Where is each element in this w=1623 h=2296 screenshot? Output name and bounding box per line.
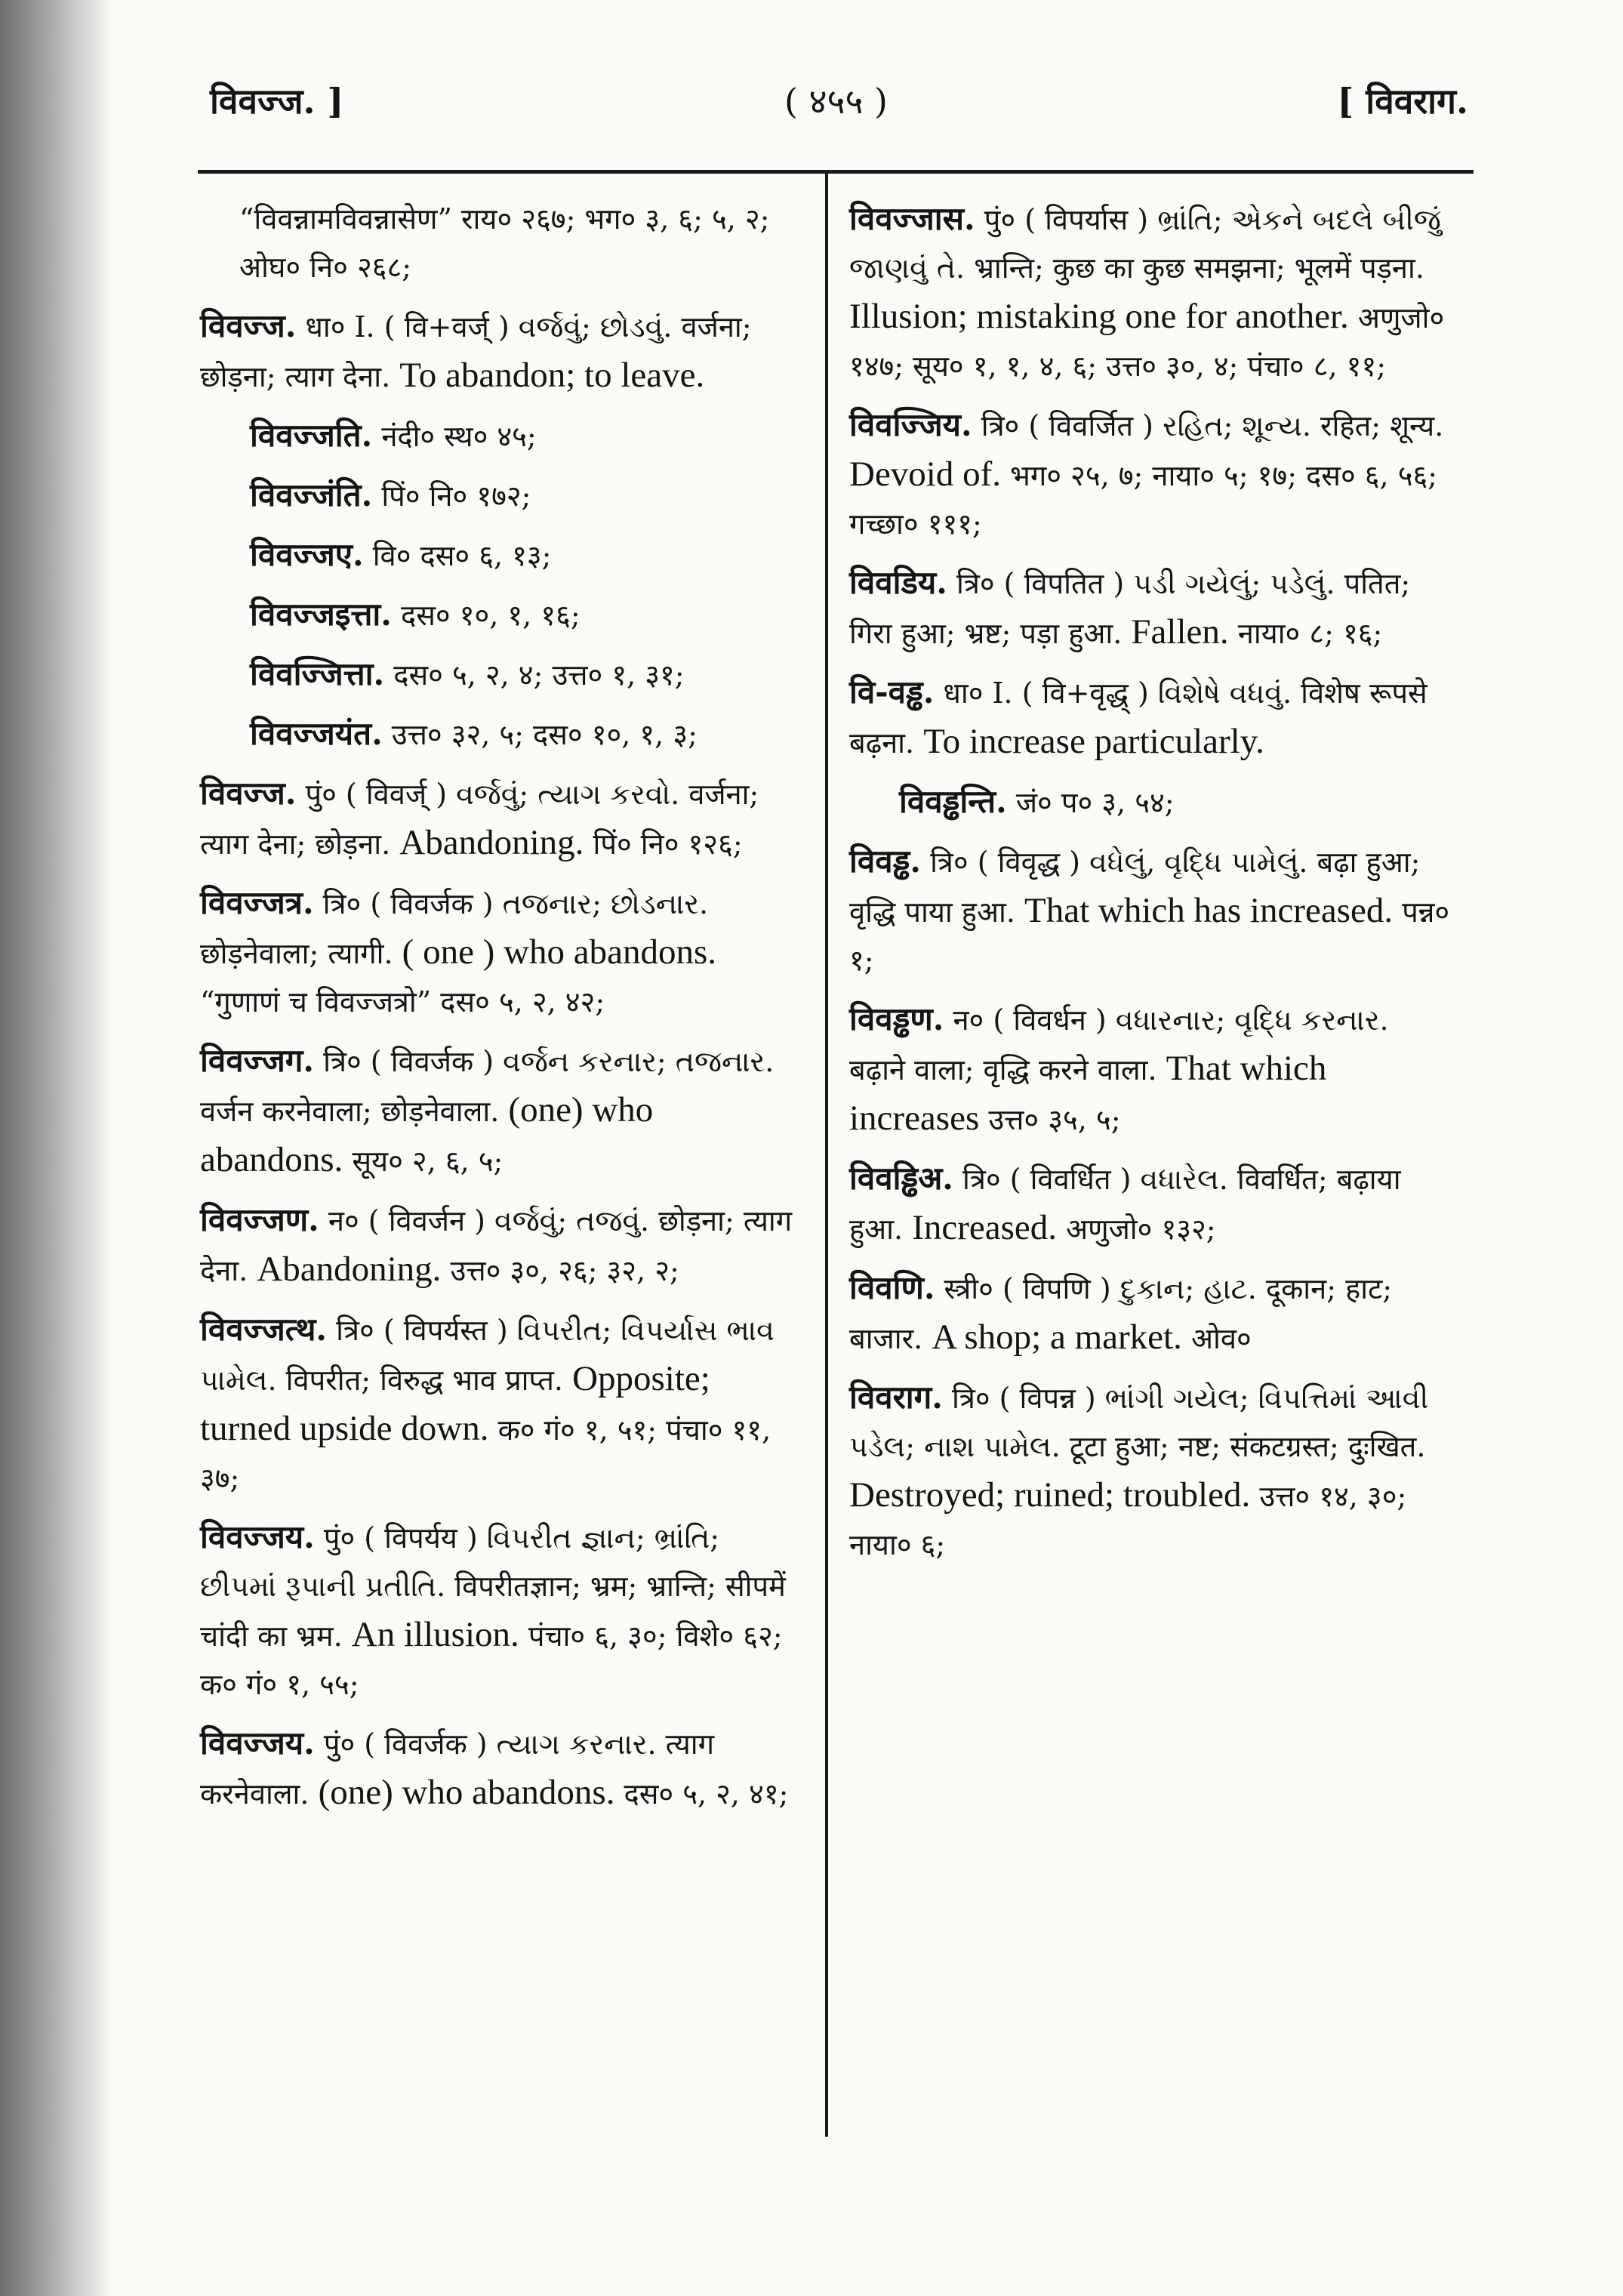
definition-text: त्रि० ( विपन्न ) ભાંગી ગયેલ; વિપત્તિમાં આવી પડેલ; નાશ પામેલ. टूटा हुआ; नष्ट; संकटग्रस्त; दुःखित.: [849, 1382, 1429, 1463]
headword: विवज्जास.: [849, 200, 975, 237]
definition-text: पुं० ( विपर्यास ) ભ્રાંતિ; એકને બદલે બીજું જાણવું તે. भ्रान्ति; कुछ का कुछ समझना; भूलमें पड़ना.: [849, 203, 1441, 285]
citation: पिं० नि० १२६;: [593, 827, 743, 861]
english-gloss: Abandoning.: [399, 823, 584, 862]
page-header: [204, 69, 1468, 145]
headword: विवज्जयंत.: [250, 715, 383, 752]
scan-shadow-edge: [0, 0, 113, 2296]
definition-text: नंदी० स्थ० ४५;: [381, 420, 537, 453]
definition-text: धा० I. ( वि+वर्ज् ) વર્જવું; છોડવું. वर्जना; छोड़ना; त्याग देना.: [200, 310, 752, 393]
definition-text: जं० प० ३, ५४;: [1015, 786, 1175, 819]
citation: “गुणाणं च विवज्जत्रो” दस० ५, २, ४२;: [200, 985, 605, 1019]
sub-entry: [200, 650, 804, 699]
left-column: [200, 195, 804, 1829]
definition-text: पुं० ( विपर्यय ) વિપરીત જ્ઞાન; ભ્રાંતિ; છીપમાં રૂપાની પ્રતીતિ. विपरीतज्ञान; भ्रम; भ्रान्ति; सीपमें चांदी का भ्रम.: [200, 1521, 786, 1653]
dictionary-entry: [849, 995, 1453, 1144]
definition-text: त्रि० ( विवर्धित ) વધારેલ. विवर्धित; बढ़ाया हुआ.: [849, 1163, 1401, 1246]
headword: विवज्ज.: [200, 775, 297, 812]
citation: नाया० ८; १६;: [1237, 617, 1383, 650]
page-number: ( ४५५ ): [784, 81, 888, 122]
definition-text: त्रि० ( विपतित ) પડી ગયેલું; પડેલું. पतित; गिरा हुआ; भ्रष्ट; पड़ा हुआ.: [849, 567, 1411, 650]
headword: विवज्जत्थ.: [200, 1311, 328, 1348]
citation: सूय० २, ६, ५;: [352, 1145, 504, 1178]
english-gloss: Increased.: [912, 1208, 1057, 1247]
definition-text: त्रि० ( विवर्जक ) તજનાર; છોડનાર. छोड़नेवाला; त्यागी.: [200, 887, 709, 970]
english-gloss: Opposite; turned upside down.: [200, 1359, 710, 1448]
header-first-headword: विवज्ज. ]: [210, 81, 344, 122]
english-gloss: Fallen.: [1131, 612, 1229, 652]
english-gloss: To increase particularly.: [923, 722, 1264, 761]
dictionary-entry: [200, 195, 804, 291]
definition-text: पुं० ( विवर्जक ) ત્યાગ કરનાર. त्याग करनेवाला.: [200, 1727, 714, 1811]
headword: विवज्जग.: [200, 1042, 315, 1079]
dictionary-entry: [200, 302, 804, 401]
definition-text: त्रि० ( विवर्जक ) વર્જન કરનાર; તજનાર. वर्जन करनेवाला; छोड़नेवाला.: [200, 1045, 775, 1128]
definition-text: न० ( विवर्जन ) વર્જવું; તજવું. छोड़ना; त्याग देना.: [200, 1204, 793, 1287]
citation: ओव०: [1190, 1322, 1252, 1355]
headword: वि-वड्ढ.: [849, 673, 935, 710]
sub-entry: [200, 590, 804, 639]
definition-text: “विवन्नामविवन्नासेण” राय० २६७; भग० ३, ६; ५, २; ओघ० नि० २६८;: [239, 202, 770, 284]
dictionary-entry: [849, 668, 1453, 767]
right-column: [849, 195, 1453, 1579]
headword: विवज्जित्ता.: [250, 655, 385, 692]
dictionary-entry: [200, 769, 804, 868]
dictionary-entry: [849, 1154, 1453, 1253]
citation: पंचा० ६, ३०; विशे० ६२; क० गं० १, ५५;: [200, 1620, 783, 1701]
dictionary-entry: [849, 837, 1453, 985]
english-gloss: To abandon; to leave.: [399, 356, 705, 395]
sub-entry: [200, 531, 804, 580]
headword: विवड्ढण.: [849, 1000, 944, 1037]
definition-text: पुं० ( विवर्ज् ) વર્જવું; ત્યાગ કરવો. वर्जना; त्याग देना; छोड़ना.: [200, 778, 759, 861]
citation: उत्त० १४, ३०; नाया० ६;: [849, 1480, 1407, 1561]
headword: विवड्ढिअ.: [849, 1160, 953, 1197]
definition-text: त्रि० ( विपर्यस्त ) વિપરીત; વિપર્યાસ ભાવ પામેલ. विपरीत; विरुद्ध भाव प्राप्त.: [200, 1314, 775, 1397]
headword: विवज्जए.: [250, 536, 364, 573]
headword: विवडिय.: [849, 564, 947, 601]
definition-text: त्रि० ( विवर्जित ) રહિત; શૂન્ય. रहित; शून्य.: [981, 409, 1444, 442]
definition-text: धा० I. ( वि+वृद्ध् ) વિશેષે વધવું. विशेष रूपसे बढ़ना.: [849, 676, 1427, 760]
headword: विवज्जंति.: [250, 476, 373, 513]
citation: भग० २५, ७; नाया० ५; १७; दस० ६, ५६; गच्छा० १११;: [849, 459, 1438, 541]
headword: विवज्जिय.: [849, 406, 972, 443]
dictionary-entry: [849, 401, 1453, 548]
citation: उत्त० ३०, २६; ३२, २;: [450, 1254, 679, 1287]
english-gloss: Illusion; mistaking one for another.: [849, 297, 1349, 336]
dictionary-entry: [200, 1305, 804, 1502]
headword: विवज्जण.: [200, 1201, 319, 1238]
english-gloss: Devoid of.: [849, 455, 1002, 494]
definition-text: न० ( विवर्धन ) વધારનાર; વૃદ્ધિ કરનાર. बढ़ाने वाला; वृद्धि करने वाला.: [849, 1003, 1389, 1086]
english-gloss: A shop; a market.: [932, 1318, 1182, 1357]
definition-text: दस० ५, २, ४; उत्त० १, ३१;: [393, 658, 685, 692]
citation: उत्त० ३५, ५;: [988, 1103, 1121, 1136]
sub-entry: [849, 778, 1453, 827]
headword: विवराग.: [849, 1379, 943, 1416]
dictionary-entry: [200, 1513, 804, 1709]
citation: अणुजो० १४७; सूय० १, १, ४, ६; उत्त० ३०, ४; पंचा० ८, ११;: [849, 301, 1445, 383]
headword: विवड्ढन्ति.: [899, 783, 1007, 820]
definition-text: पिं० नि० १७२;: [381, 479, 531, 513]
definition-text: त्रि० ( विवृद्ध ) વધેલું, વૃદ્ધિ પામેલું. बढ़ा हुआ; वृद्धि पाया हुआ.: [849, 846, 1421, 929]
english-gloss: (one) who abandons.: [318, 1773, 615, 1812]
citation: दस० ५, २, ४१;: [624, 1777, 789, 1811]
headword: विवज्जत्र.: [200, 884, 314, 921]
english-gloss: That which has increased.: [1024, 891, 1394, 930]
headword: विवज्जइत्ता.: [250, 596, 392, 633]
english-gloss: That which increases: [849, 1049, 1327, 1138]
dictionary-entry: [200, 1037, 804, 1185]
english-gloss: An illusion.: [351, 1615, 519, 1654]
definition-text: स्त्री० ( विपणि ) દુકાન; હાટ. दूकान; हाट; बाजार.: [849, 1272, 1393, 1355]
sub-entry: [200, 710, 804, 759]
headword: विवज्जय.: [200, 1518, 315, 1555]
sub-entry: [200, 471, 804, 520]
headword: विवज्ज.: [200, 307, 297, 344]
dictionary-entry: [849, 1264, 1453, 1363]
definition-text: दस० १०, १, १६;: [401, 599, 581, 632]
dictionary-entry: [200, 879, 804, 1026]
definition-text: वि० दस० ६, १३;: [372, 539, 552, 572]
citation: क० गं० १, ५१; पंचा० ११, ३७;: [200, 1413, 771, 1495]
english-gloss: (one) who abandons.: [200, 1090, 654, 1179]
english-gloss: Destroyed; ruined; troubled.: [849, 1475, 1251, 1515]
definition-text: उत्त० ३२, ५; दस० १०, १, ३;: [391, 718, 698, 751]
headword: विवज्जति.: [250, 417, 373, 454]
dictionary-entry: [849, 559, 1453, 658]
headword: विवज्जय.: [200, 1724, 315, 1761]
header-last-headword: [ विवराग.: [1337, 81, 1468, 122]
column-divider: [825, 174, 828, 2137]
english-gloss: ( one ) who abandons.: [402, 932, 717, 972]
header-rule: [198, 170, 1474, 174]
dictionary-entry: [849, 1373, 1453, 1569]
headword: विवणि.: [849, 1269, 935, 1306]
citation: पन्न० १;: [849, 895, 1450, 977]
dictionary-entry: [200, 1196, 804, 1295]
citation: अणुजो० १३२;: [1066, 1213, 1216, 1246]
dictionary-entry: [200, 1719, 804, 1818]
sub-entry: [200, 411, 804, 461]
dictionary-entry: [849, 195, 1453, 390]
english-gloss: Abandoning.: [257, 1250, 442, 1289]
headword: विवड्ढ.: [849, 843, 921, 880]
